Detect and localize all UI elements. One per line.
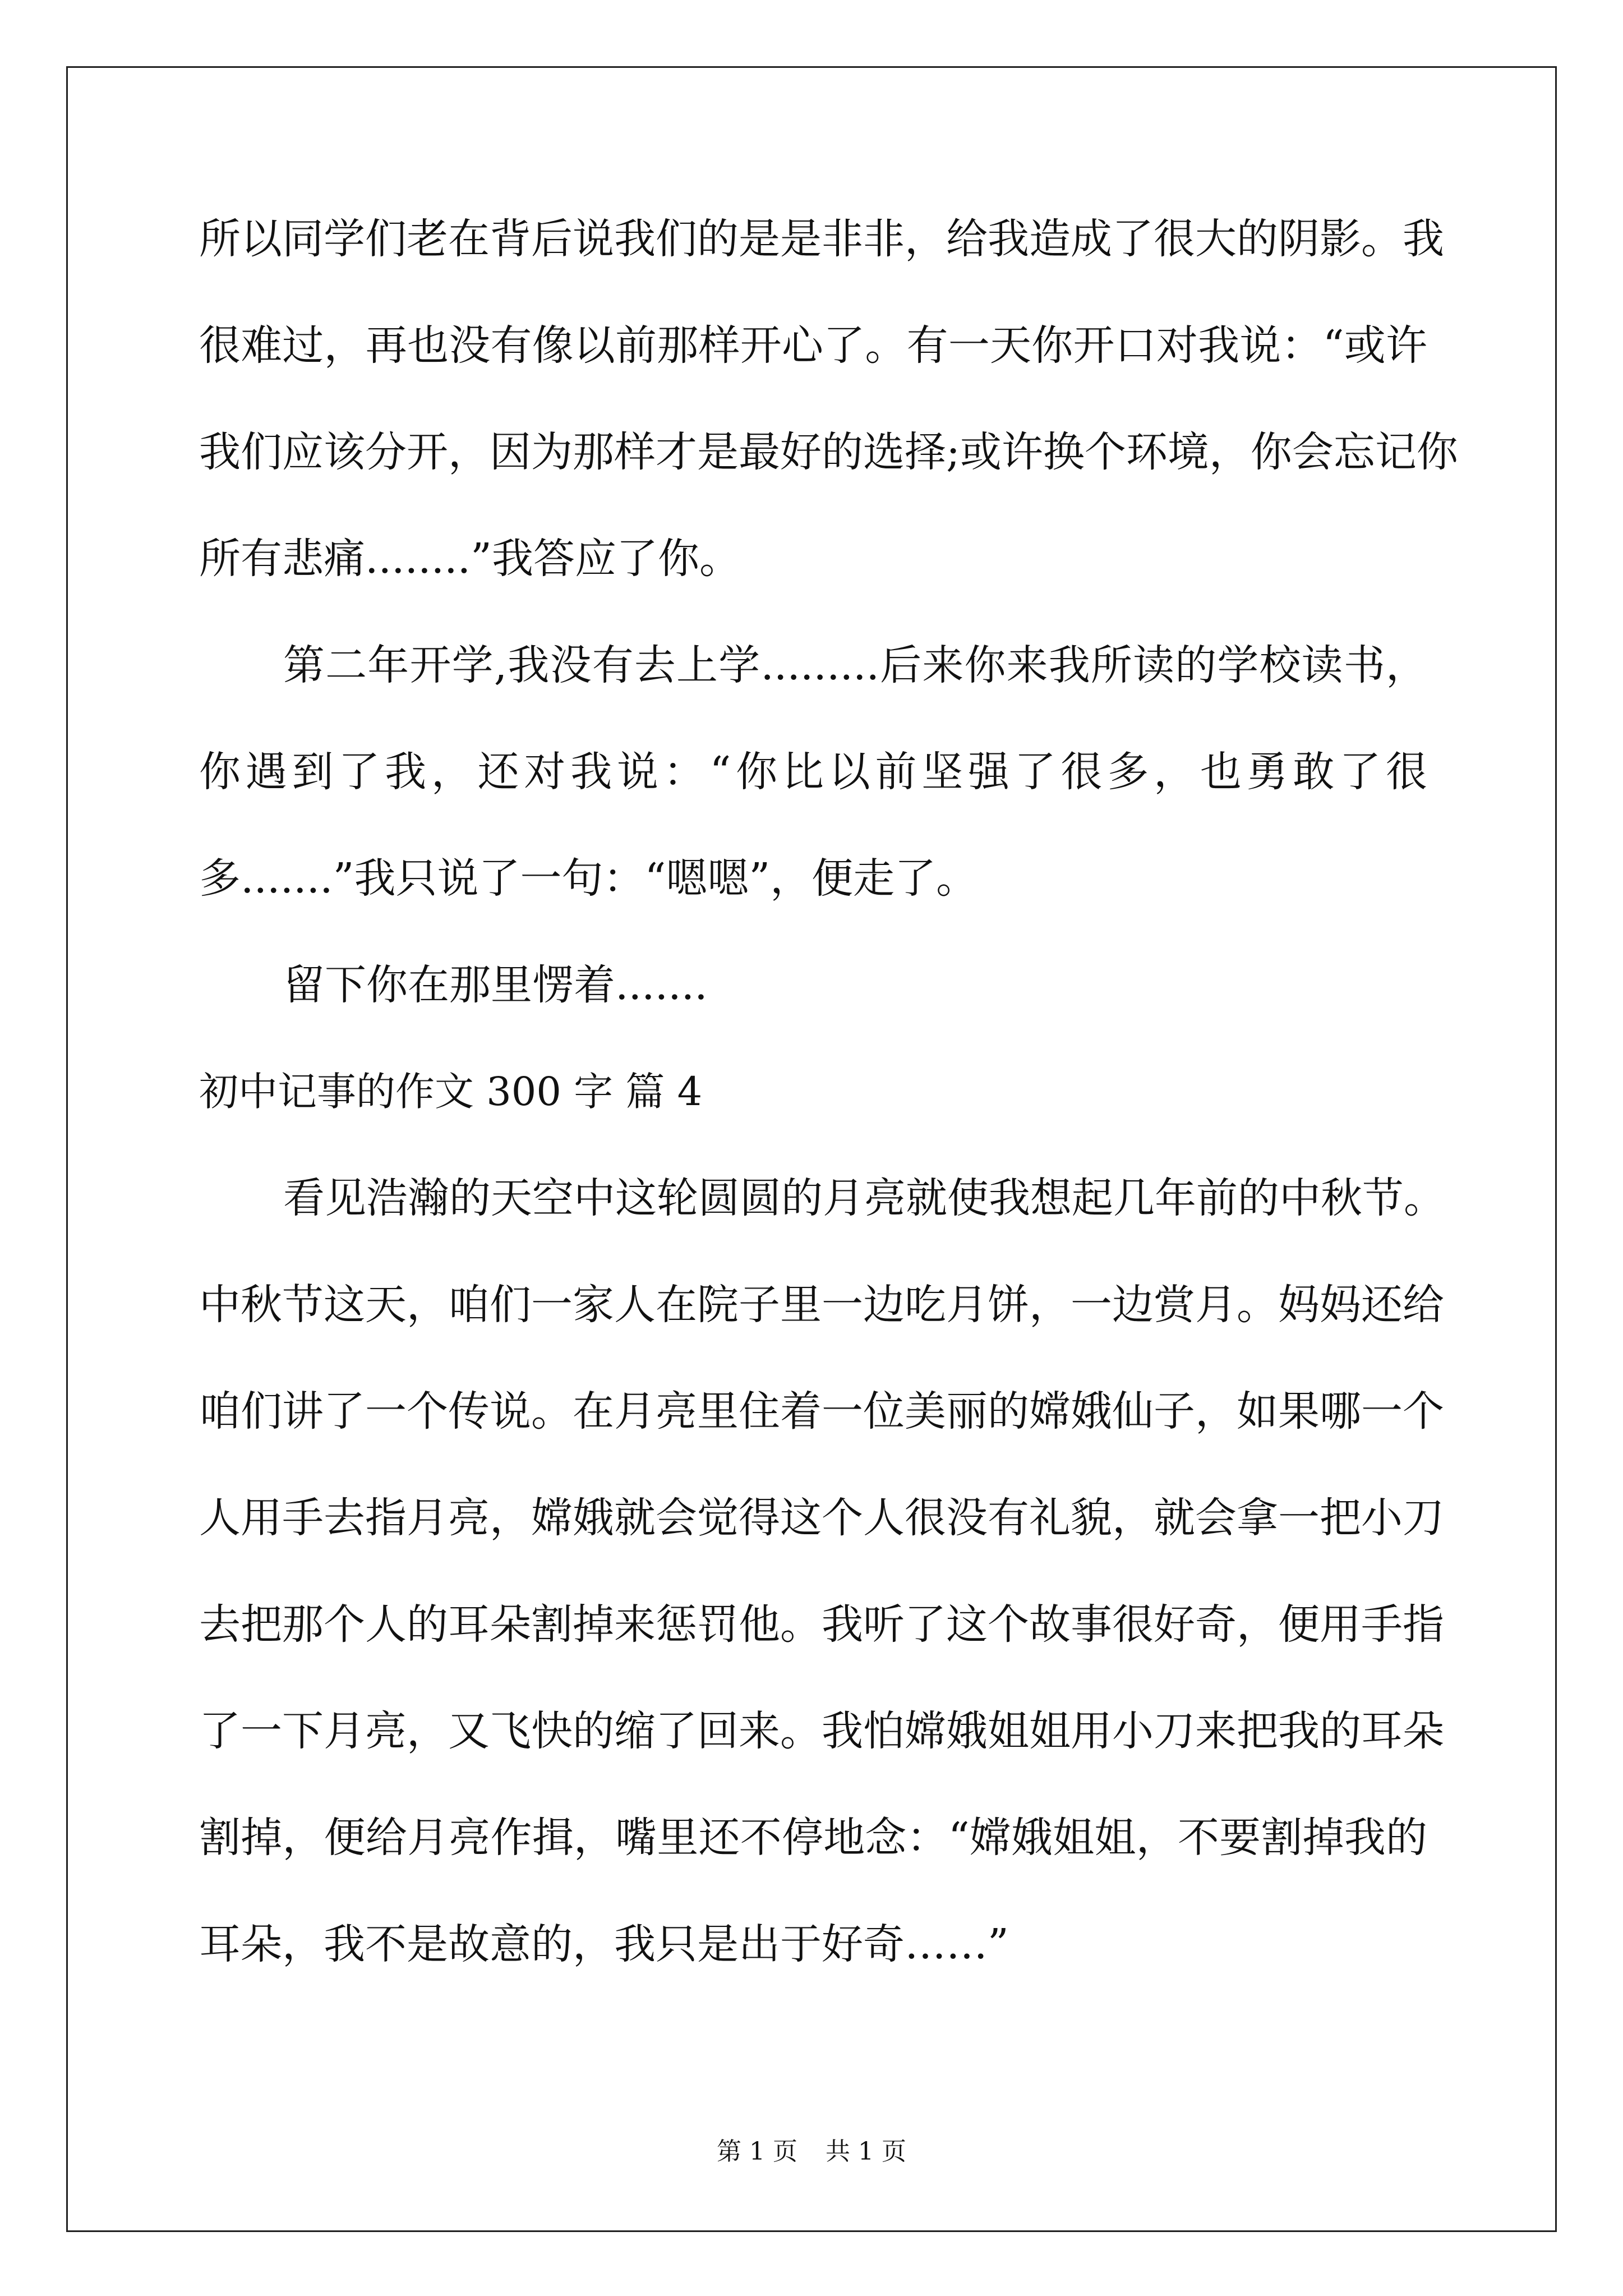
paragraph-line: 耳朵，我不是故意的，我只是出于好奇……” bbox=[199, 1920, 1009, 1968]
paragraph-line: 所有悲痛........”我答应了你。 bbox=[199, 535, 741, 583]
paragraph-line: 去把那个人的耳朵割掉来惩罚他。我听了这个故事很好奇，便用手指 bbox=[199, 1600, 1444, 1649]
paragraph-line: 了一下月亮，又飞快的缩了回来。我怕嫦娥姐姐用小刀来把我的耳朵 bbox=[199, 1707, 1444, 1755]
paragraph-line: 割掉，便给月亮作揖，嘴里还不停地念：“嫦娥姐姐，不要割掉我的 bbox=[199, 1814, 1427, 1862]
paragraph-line: 很难过，再也没有像以前那样开心了。有一天你开口对我说：“或许 bbox=[199, 321, 1427, 370]
page-footer bbox=[0, 2135, 1623, 2169]
paragraph-line: 中秋节这天，咱们一家人在院子里一边吃月饼，一边赏月。妈妈还给 bbox=[199, 1281, 1444, 1329]
paragraph-line: 留下你在那里愣着....... bbox=[283, 961, 708, 1009]
paragraph-line: 你遇到了我，还对我说：“你比以前坚强了很多，也勇敢了很 bbox=[199, 748, 1427, 796]
paragraph-line: 所以同学们老在背后说我们的是是非非，给我造成了很大的阴影。我 bbox=[199, 215, 1444, 263]
paragraph-line: 咱们讲了一个传说。在月亮里住着一位美丽的嫦娥仙子，如果哪一个 bbox=[199, 1387, 1444, 1435]
paragraph-line: 人用手去指月亮，嫦娥就会觉得这个人很没有礼貌，就会拿一把小刀 bbox=[199, 1494, 1444, 1542]
page-number-total: 共 1 页 bbox=[826, 2137, 906, 2166]
paragraph-line: 看见浩瀚的天空中这轮圆圆的月亮就使我想起几年前的中秋节。 bbox=[283, 1174, 1445, 1222]
paragraph-line: 多.......”我只说了一句：“嗯嗯”，便走了。 bbox=[199, 854, 978, 903]
section-heading: 初中记事的作文 300 字 篇 4 bbox=[199, 1069, 703, 1115]
page-border bbox=[66, 66, 1557, 2232]
page-number-current: 第 1 页 bbox=[717, 2137, 797, 2166]
paragraph-line: 我们应该分开，因为那样才是最好的选择;或许换个环境，你会忘记你 bbox=[199, 428, 1458, 476]
paragraph-line: 第二年开学,我没有去上学.........后来你来我所读的学校读书， bbox=[283, 641, 1427, 689]
